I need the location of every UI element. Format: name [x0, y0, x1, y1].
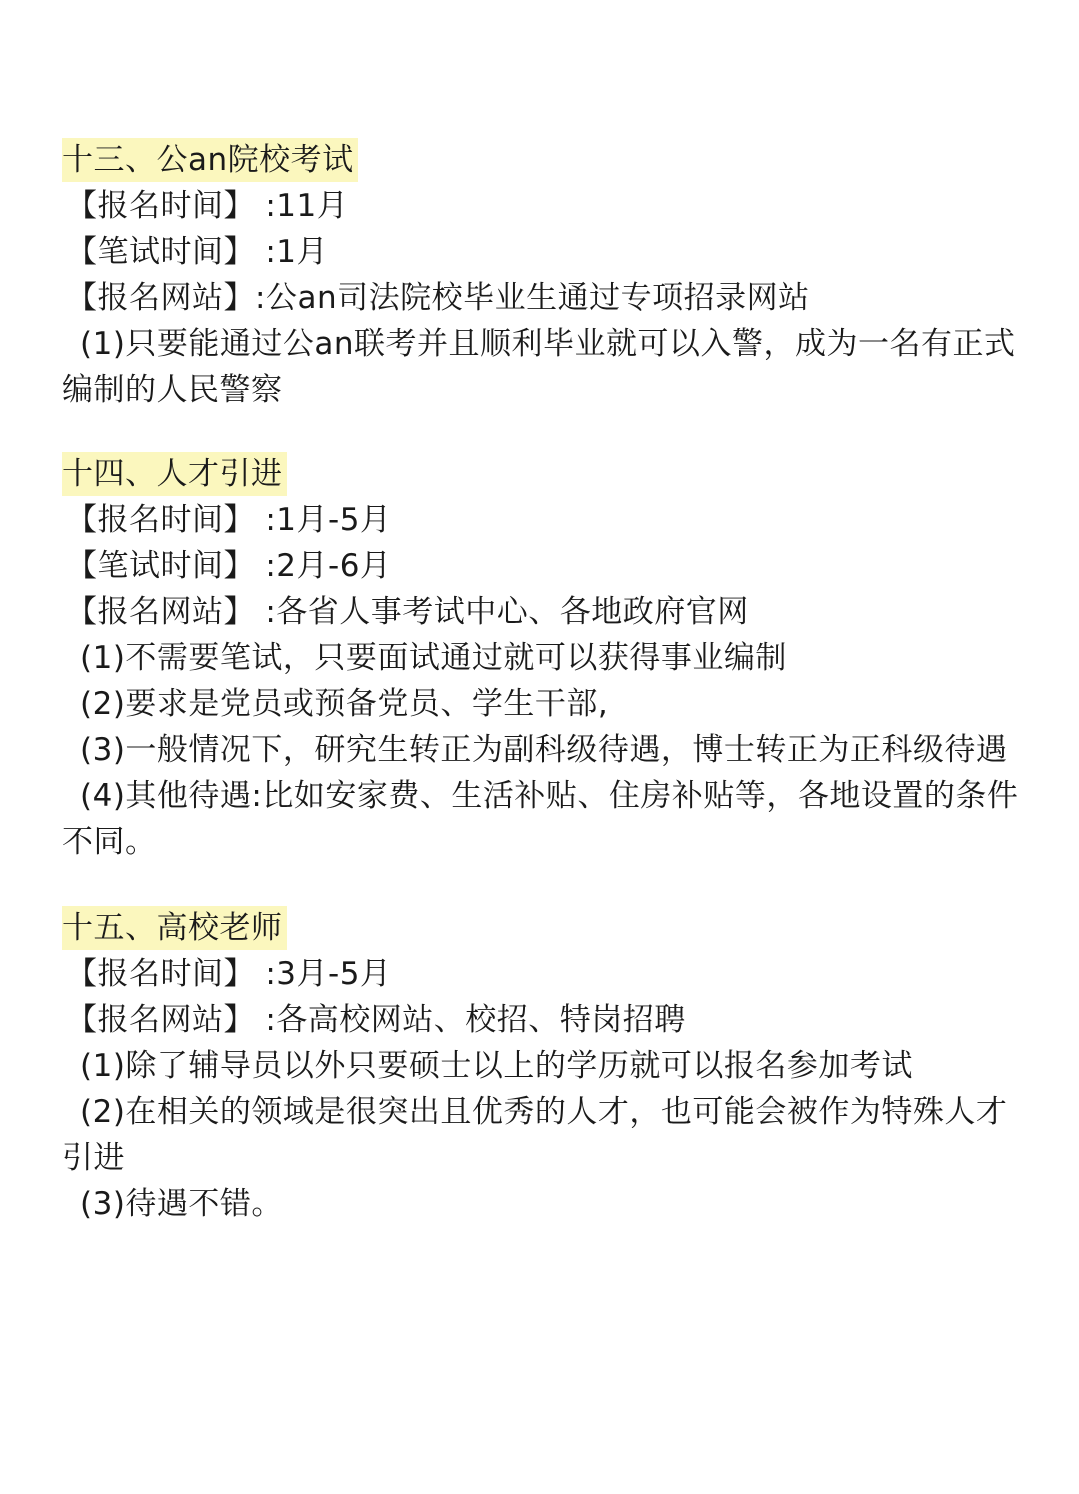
- note-item-continued: 引进: [62, 1140, 125, 1176]
- note-item: (1)不需要笔试，只要面试通过就可以获得事业编制: [80, 640, 787, 676]
- registration-time: 【报名时间】 :3月-5月: [66, 956, 392, 992]
- registration-time: 【报名时间】 :11月: [66, 188, 349, 224]
- section-university-teacher: [62, 905, 1037, 1227]
- registration-website: 【报名网站】 :各高校网站、校招、特岗招聘: [66, 1002, 686, 1038]
- note-item: (2)要求是党员或预备党员、学生干部,: [80, 686, 609, 722]
- section-public-security-college: [62, 137, 1037, 413]
- note-item: (1)只要能通过公an联考并且顺利毕业就可以入警，成为一名有正式: [80, 326, 1016, 362]
- written-exam-time: 【笔试时间】 :1月: [66, 234, 329, 270]
- note-item: (2)在相关的领域是很突出且优秀的人才，也可能会被作为特殊人才: [80, 1094, 1008, 1130]
- note-item: (1)除了辅导员以外只要硕士以上的学历就可以报名参加考试: [80, 1048, 913, 1084]
- note-item: (3)一般情况下，研究生转正为副科级待遇，博士转正为正科级待遇: [80, 732, 1008, 768]
- written-exam-time: 【笔试时间】 :2月-6月: [66, 548, 392, 584]
- note-item: (3)待遇不错。: [80, 1186, 283, 1222]
- section-heading: 十三、公an院校考试: [62, 138, 358, 182]
- note-item-continued: 编制的人民警察: [62, 372, 283, 408]
- registration-time: 【报名时间】 :1月-5月: [66, 502, 392, 538]
- section-talent-introduction: [62, 451, 1037, 865]
- note-item: (4)其他待遇:比如安家费、生活补贴、住房补贴等，各地设置的条件: [80, 778, 1019, 814]
- section-heading: 十五、高校老师: [62, 906, 287, 950]
- registration-website: 【报名网站】:公an司法院校毕业生通过专项招录网站: [66, 280, 810, 316]
- note-item-continued: 不同。: [62, 824, 157, 860]
- registration-website: 【报名网站】 :各省人事考试中心、各地政府官网: [66, 594, 749, 630]
- section-heading: 十四、人才引进: [62, 452, 287, 496]
